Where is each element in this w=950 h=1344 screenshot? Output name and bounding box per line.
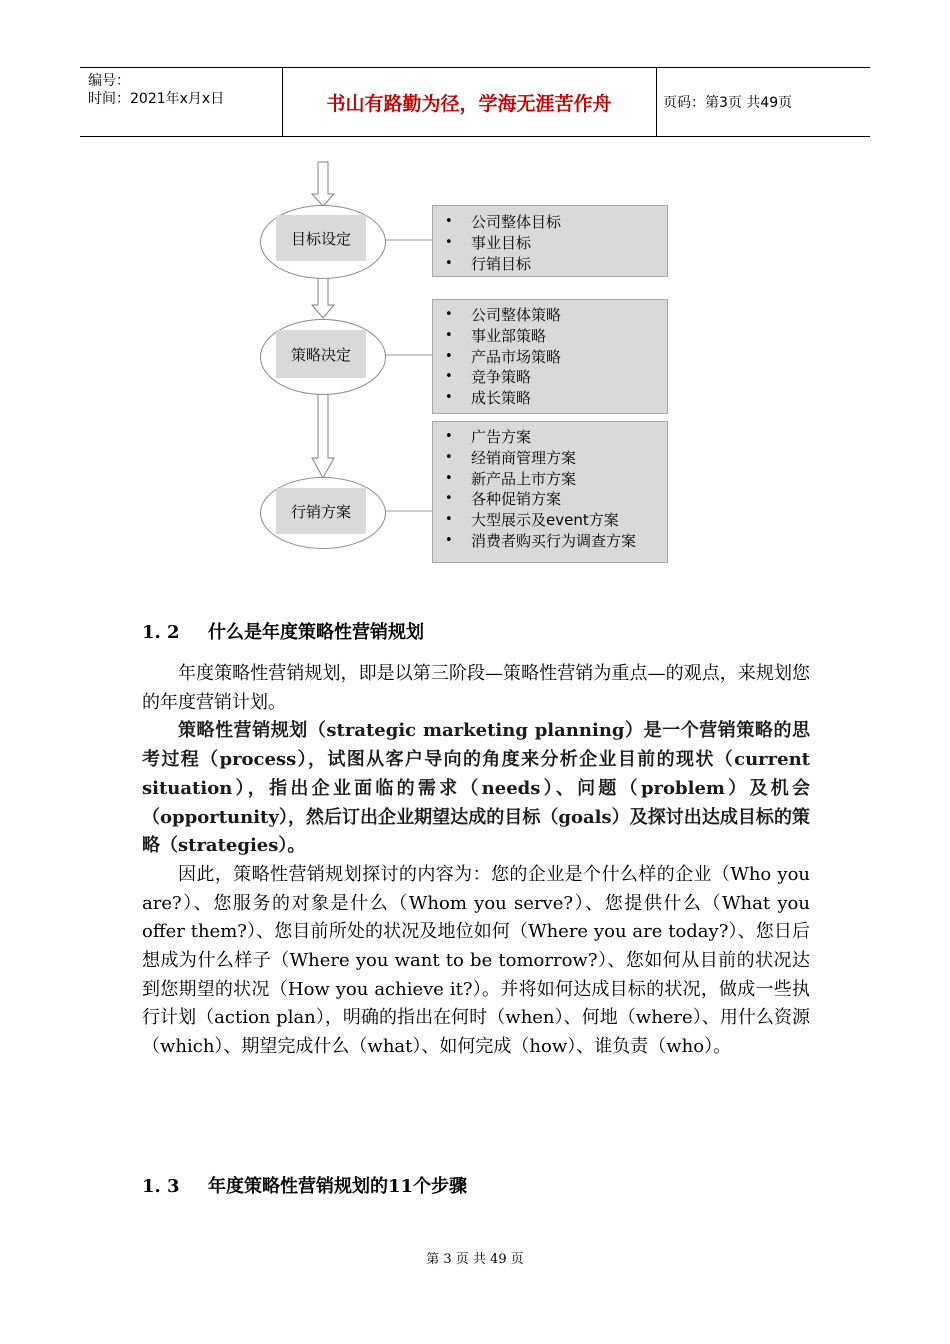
list-item: • 消费者购买行为调查方案	[433, 531, 667, 552]
list-item: • 竞争策略	[433, 367, 667, 388]
flow-diagram	[0, 0, 950, 600]
stage-label: 行销方案	[276, 488, 366, 534]
stage-detail-box	[432, 205, 668, 277]
list-item: • 各种促销方案	[433, 489, 667, 510]
paragraph-bold: 策略性营销规划（strategic marketing planning）是一个营销策略的思考过程（process），试图从客户导向的角度来分析企业目前的现状（current situation），指出企业面临的需求（needs）、问题（problem）及机会（opportunity），然后订出企业期望达成的目标（goals）及探讨出达成目标的策略（strategies）。	[142, 720, 810, 857]
section-number: 1. 2	[142, 622, 180, 643]
time-label: 时间：2021年x月x日	[88, 91, 225, 107]
list-item: • 大型展示及event方案	[433, 510, 667, 531]
list-item: • 行销目标	[433, 254, 667, 275]
section-heading	[142, 1172, 467, 1198]
section-body	[142, 660, 810, 1062]
paragraph: 因此，策略性营销规划探讨的内容为：您的企业是个什么样的企业（Who you are?）、您服务的对象是什么（Whom you serve?）、您提供什么（What you offer them?）、您目前所处的状况及地位如何（Where you are today?）、您日后想成为什么样子（Where you want to be tomorrow?）、您如何从目前的状况达到您期望的状况（How you achieve it?）。并将如何达成目标的状况，做成一些执行计划（action plan），明确的指出在何时（when）、何地（where）、用什么资源（which）、期望完成什么（what）、如何完成（how）、谁负责（who）。	[142, 863, 810, 1058]
number-label: 编号：	[88, 73, 130, 89]
arrow-down-icon	[312, 277, 334, 318]
stage-detail-box	[432, 421, 668, 563]
arrow-down-icon	[312, 162, 334, 206]
header-page-info: 页码：第3页 共49页	[663, 95, 793, 111]
list-item: • 事业部策略	[433, 326, 667, 347]
list-item: • 公司整体策略	[433, 305, 667, 326]
arrow-down-icon	[312, 393, 334, 478]
stage-detail-box	[432, 299, 668, 414]
section-number: 1. 3	[142, 1176, 180, 1197]
stage-label: 目标设定	[276, 215, 366, 261]
list-item: • 事业目标	[433, 233, 667, 254]
header-motto: 书山有路勤为径，学海无涯苦作舟	[326, 92, 612, 115]
section-title: 年度策略性营销规划的11个步骤	[208, 1176, 468, 1197]
section-heading	[142, 618, 424, 644]
stage-label: 策略决定	[276, 330, 366, 378]
page-footer: 第 3 页 共 49 页	[426, 1252, 524, 1267]
list-item: • 产品市场策略	[433, 347, 667, 368]
list-item: • 经销商管理方案	[433, 448, 667, 469]
list-item: • 成长策略	[433, 388, 667, 409]
list-item: • 公司整体目标	[433, 212, 667, 233]
list-item: • 新产品上市方案	[433, 469, 667, 490]
paragraph: 年度策略性营销规划，即是以第三阶段—策略性营销为重点—的观点，来规划您的年度营销计划。	[142, 663, 810, 713]
section-title: 什么是年度策略性营销规划	[208, 622, 424, 643]
list-item: • 广告方案	[433, 427, 667, 448]
